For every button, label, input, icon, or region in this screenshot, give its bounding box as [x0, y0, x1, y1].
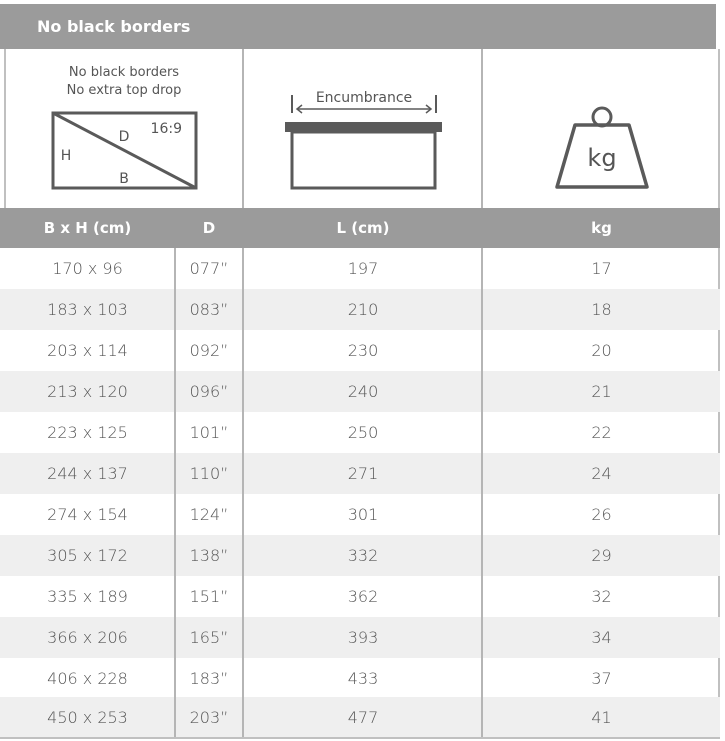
- weight-icon-label: kg: [587, 144, 617, 172]
- table-row: [0, 535, 720, 576]
- weight-icon: [483, 49, 718, 208]
- length-cell: 301: [347, 505, 379, 524]
- ratio-label: 16:9: [150, 121, 182, 137]
- length-cell: 332: [347, 546, 379, 565]
- size-cell: 170 x 96: [52, 259, 123, 278]
- table-row: [0, 658, 720, 699]
- diagonal-cell: 165”: [189, 628, 229, 647]
- diagonal-cell: 101”: [189, 423, 229, 442]
- weight-value-cell: 24: [591, 464, 612, 483]
- weight-value-cell: 18: [591, 300, 612, 319]
- diagonal-cell: 092”: [189, 341, 229, 360]
- size-cell: 183 x 103: [47, 300, 128, 319]
- diagonal-cell: 077”: [189, 259, 229, 278]
- table-row: [0, 248, 720, 289]
- size-cell: 213 x 120: [47, 382, 128, 401]
- encumbrance-label: Encumbrance: [315, 90, 413, 106]
- screen-label-line2: No extra top drop: [66, 83, 182, 98]
- size-cell: 223 x 125: [47, 423, 128, 442]
- col-header-size: B x H (cm): [43, 219, 132, 237]
- table-row: [0, 371, 720, 412]
- weight-value-cell: 32: [591, 587, 612, 606]
- icon-header-row: [0, 49, 720, 208]
- column-header-row: [0, 208, 720, 248]
- length-cell: 240: [347, 382, 379, 401]
- col-header-diagonal: D: [202, 219, 216, 237]
- length-cell: 210: [347, 300, 379, 319]
- encumbrance-cell: [244, 49, 481, 208]
- length-cell: 362: [347, 587, 379, 606]
- length-cell: 230: [347, 341, 379, 360]
- size-cell: 450 x 253: [47, 708, 128, 727]
- encumbrance-icon: [244, 49, 481, 208]
- diagonal-cell: 138”: [189, 546, 229, 565]
- diagonal-cell: 096”: [189, 382, 229, 401]
- weight-value-cell: 22: [591, 423, 612, 442]
- table-title: No black borders: [37, 17, 191, 36]
- screen-label-line1: No black borders: [68, 65, 180, 80]
- table-row: [0, 617, 720, 658]
- table-row: [0, 289, 720, 330]
- height-label: H: [60, 148, 72, 164]
- weight-value-cell: 29: [591, 546, 612, 565]
- table-row: [0, 576, 720, 617]
- col-header-weight: kg: [591, 219, 612, 237]
- length-cell: 433: [347, 669, 379, 688]
- title-bar: [0, 4, 716, 49]
- length-cell: 197: [347, 259, 379, 278]
- table-row: [0, 697, 720, 738]
- diagonal-cell: 203”: [189, 708, 229, 727]
- weight-value-cell: 20: [591, 341, 612, 360]
- table-row: [0, 453, 720, 494]
- length-cell: 271: [347, 464, 379, 483]
- base-label: B: [119, 171, 129, 187]
- size-cell: 203 x 114: [47, 341, 128, 360]
- diagonal-cell: 124”: [189, 505, 229, 524]
- weight-value-cell: 37: [591, 669, 612, 688]
- length-cell: 393: [347, 628, 379, 647]
- diagonal-cell: 151”: [189, 587, 229, 606]
- size-cell: 244 x 137: [47, 464, 128, 483]
- col-header-length: L (cm): [336, 219, 390, 237]
- size-cell: 335 x 189: [47, 587, 128, 606]
- size-cell: 366 x 206: [47, 628, 128, 647]
- weight-value-cell: 26: [591, 505, 612, 524]
- size-cell: 274 x 154: [47, 505, 128, 524]
- weight-value-cell: 34: [591, 628, 612, 647]
- table-row: [0, 412, 720, 453]
- weight-cell: [483, 49, 718, 208]
- diagonal-cell: 110”: [189, 464, 229, 483]
- screen-diagram-icon: [6, 49, 242, 208]
- weight-value-cell: 41: [591, 708, 612, 727]
- diagonal-label: D: [118, 129, 130, 145]
- diagonal-cell: 083”: [189, 300, 229, 319]
- size-cell: 305 x 172: [47, 546, 128, 565]
- screen-diagram-cell: [6, 49, 242, 208]
- weight-value-cell: 21: [591, 382, 612, 401]
- length-cell: 477: [347, 708, 379, 727]
- length-cell: 250: [347, 423, 379, 442]
- diagonal-cell: 183”: [189, 669, 229, 688]
- table-row: [0, 494, 720, 535]
- table-row: [0, 330, 720, 371]
- weight-value-cell: 17: [591, 259, 612, 278]
- size-cell: 406 x 228: [47, 669, 128, 688]
